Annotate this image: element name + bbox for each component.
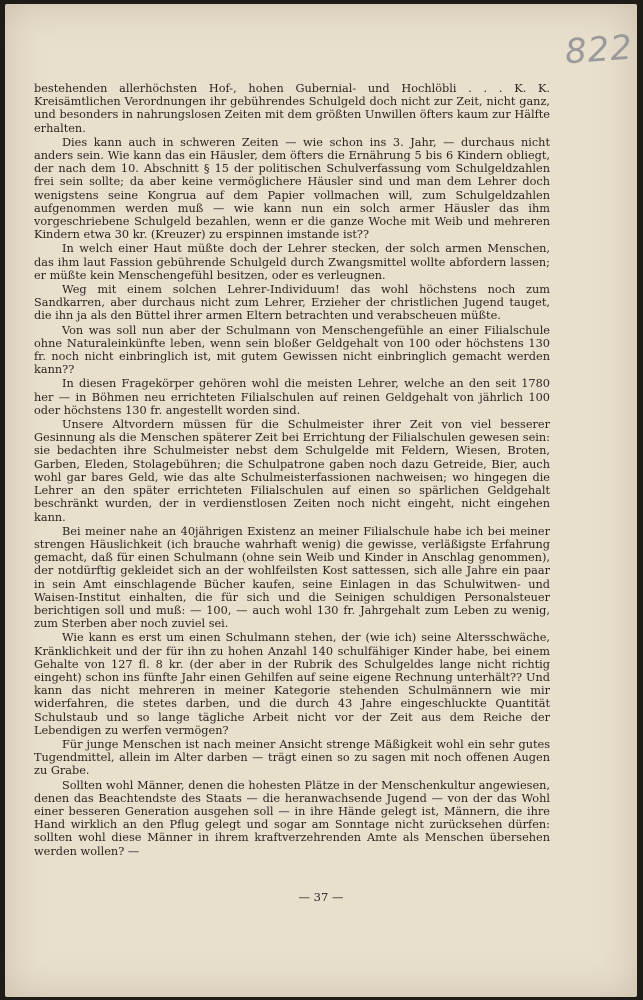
page-number: — 37 — bbox=[298, 890, 344, 904]
paragraph: Dies kann auch in schweren Zeiten — wie schon ins 3. Jahr, — durchaus nicht anders sein. Wie kann das ein Häusler, dem öfters die Ernährung 5 bis 6 Kindern obliegt, der nach dem 10. Abschnitt § 15 der politischen Schulverfassung vom Schulgeldzahlen frei sein sollte; da aber keine vermöglichere Häusler sind und man dem Lehrer doch wenigstens seine Kongrua auf dem Papier vollmachen will, zum Schulgeldzahlen aufgenommen werden muß — wie kann nun ein solch armer Häusler das ihm vorgeschriebene Schulgeld bezahlen, wenn er die ganze Woche mit Weib und mehreren Kindern etwa 30 kr. (Kreuzer) zu erspinnen imstande ist?? bbox=[34, 135, 550, 242]
paragraph: Weg mit einem solchen Lehrer-Individuum! das wohl höchstens noch zum Sandkarren, aber durchaus nicht zum Lehrer, Erzieher der christlichen Jugend tauget, die ihn ja als den Büttel ihrer armen Eltern betrachten und verabscheuen müßte. bbox=[34, 283, 550, 323]
paragraph: Sollten wohl Männer, denen die hohesten Plätze in der Menschenkultur angewiesen, denen das Beachtendste des Staats — die heranwachsende Jugend — von der das Wohl einer besseren Generation ausgehen soll — in ihre Hände gelegt ist, Männern, die ihre Hand wirklich an den Pflug gelegt und sogar am Sonntage nicht zurücksehen dürfen: sollten wohl diese Männer in ihrem kraftverzehrenden Amte als Menschen übersehen werden wollen? — bbox=[34, 778, 550, 858]
paragraph: Von was soll nun aber der Schulmann von Menschengefühle an einer Filialschule ohne Naturaleinkünfte leben, wenn sein bloßer Geldgehalt von 100 oder höchstens 130 fr. noch nicht einbringlich ist, mit gutem Gewissen nicht einbringlich gemacht werden kann?? bbox=[34, 323, 550, 377]
archive-number-mark: 822 bbox=[563, 27, 635, 73]
page-body-text bbox=[34, 82, 550, 859]
paragraph: Unsere Altvordern müssen für die Schulmeister ihrer Zeit von viel besserer Gesinnung als die Menschen späterer Zeit bei Errichtung der Filialschulen gewesen sein: sie bedachten ihre Schulmeister nebst dem Schulgelde mit Feldern, Wiesen, Broten, Garben, Eleden, Stolagebühren; die Schulpatrone gaben noch dazu Getreide, Bier, auch wohl gar bares Geld, wie das alte Schulmeisterfassionen nachweisen; wo hingegen die Lehrer an den später errichteten Filialschulen auf einen so spärlichen Geldgehalt beschränkt wurden, der in verdienstlosen Zeiten noch nicht eingeht, nicht eingehen kann. bbox=[34, 418, 550, 524]
paragraph: Bei meiner nahe an 40jährigen Existenz an meiner Filialschule habe ich bei meiner strengen Häuslichkeit (ich brauche wahrhaft wenig) die gewisse, verläßigste Erfahrung gemacht, daß für einen Schulmann (ohne sein Weib und Kinder in Anschlag genommen), der notdürftig gekleidet sich an der wohlfeilsten Kost sattessen, sich alle Jahre ein paar in sein Amt einschlagende Bücher kaufen, seine Einlagen in das Schulwitwen- und Waisen-Institut einhalten, die für sich und die Seinigen schuldigen Personalsteuer berichtigen soll und muß: — 100, — auch wohl 130 fr. Jahrgehalt zum Leben zu wenig, zum Sterben aber noch zuviel sei. bbox=[34, 524, 550, 631]
document-page bbox=[5, 4, 637, 997]
paragraph: Für junge Menschen ist nach meiner Ansicht strenge Mäßigkeit wohl ein sehr gutes Tugendmittel, allein im Alter darben — trägt einen so zu sagen mit noch offenen Augen zu Grabe. bbox=[34, 737, 550, 778]
paragraph: In welch einer Haut müßte doch der Lehrer stecken, der solch armen Menschen, das ihm laut Fassion gebührende Schulgeld durch Zwangsmittel wollte abfordern lassen; er müßte kein Menschengefühl besitzen, oder es verleugnen. bbox=[34, 242, 550, 282]
paragraph: Wie kann es erst um einen Schulmann stehen, der (wie ich) seine Altersschwäche, Kränklichkeit und der für ihn zu hohen Anzahl 140 schulfähiger Kinder habe, bei einem Gehalte von 127 fl. 8 kr. (der aber in der Rubrik des Schulgeldes lange nicht richtig eingeht) schon ins fünfte Jahr einen Gehilfen auf seine eigene Rechnung unterhält?? Und kann das nicht mehreren in meiner Kategorie stehenden Schulmännern wie mir widerfahren, die stetes darben, und die durch 43 Jahre eingeschluckte Quantität Schulstaub und so lange tägliche Arbeit nicht vor der Zeit aus dem Reiche der Lebendigen zu werfen vermögen? bbox=[34, 631, 550, 737]
paragraph: bestehenden allerhöchsten Hof-, hohen Gubernial- und Hochlöbli . . . K. K. Kreisämtlichen Verordnungen ihr gebührendes Schulgeld doch nicht zur Zeit, nicht ganz, und besonders in nahrungslosen Zeiten mit dem größten Unwillen öfters kaum zur Hälfte erhalten. bbox=[34, 82, 550, 135]
paragraph: In diesen Fragekörper gehören wohl die meisten Lehrer, welche an den seit 1780 her — in Böhmen neu errichteten Filialschulen auf reinen Geldgehalt von jährlich 100 oder höchstens 130 fr. angestellt worden sind. bbox=[34, 377, 550, 417]
